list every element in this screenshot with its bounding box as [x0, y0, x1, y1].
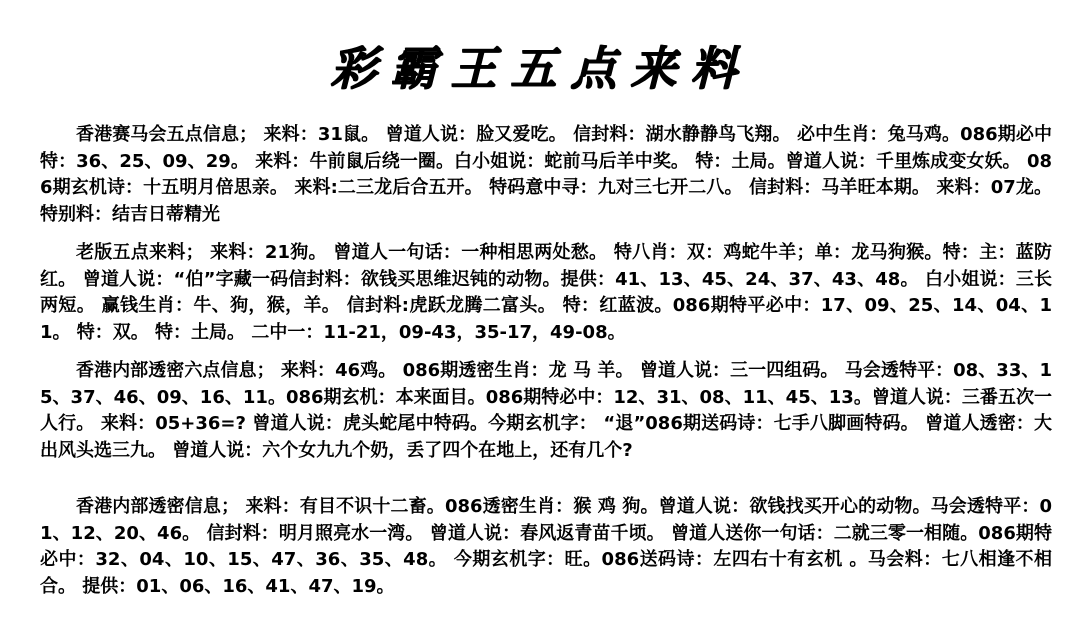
paragraph-hk-internal-six-point-info: 香港内部透密六点信息； 来料：46鸡。 086期透密生肖：龙 马 羊。 曾道人说：三一四组码。 马会透特平：08、33、15、37、46、09、16、11。086期玄机：本来面目。086期特必中：12、31、08、11、45、13。曾道人说：三番五次一人行。 来料：05+36=? 曾道人说：虎头蛇尾中特码。今期玄机字： “退”086期送码诗：七手八脚画特码。 曾道人透密：大出风头选三九。 曾道人说：六个女九九个奶，丢了四个在地上，还有几个? [40, 360, 1052, 461]
paragraph-hk-internal-info: 香港内部透密信息； 来料：有目不识十二畜。086透密生肖：猴 鸡 狗。曾道人说：欲钱找买开心的动物。马会透特平：01、12、20、46。 信封料：明月照亮水一湾。 曾道人说：春风返青苗千顷。 曾道人送你一句话：二就三零一相随。086期特必中：32、04、10、15、47、36、35、48。 今期玄机字：旺。086送码诗：左四右十有玄机 。马会料：七八相逢不相合。 提供：01、06、16、41、47、19。 [40, 496, 1052, 597]
document-title: 彩霸王五点来料 [330, 41, 750, 95]
paragraph-hk-jockey-five-point-info: 香港赛马会五点信息； 来料：31鼠。 曾道人说：脸又爱吃。 信封料：湖水静静鸟飞翔。 必中生肖：兔马鸡。086期必中特：36、25、09、29。 来料：牛前鼠后绕一圈。白小姐说：蛇前马后羊中奖。 特：土局。曾道人说：千里炼成变女妖。 086期玄机诗：十五明月倍思亲。 来料:二三龙后合五开。 特码意中寻：九对三七开二八。 信封料：马羊旺本期。 来料：07龙。 特别料：结吉日蒂精光 [40, 124, 1052, 225]
paragraph-old-version-five-point: 老版五点来料； 来料：21狗。 曾道人一句话：一种相思两处愁。 特八肖：双：鸡蛇牛羊；单：龙马狗猴。特：主：蓝防红。 曾道人说：“伯”字藏一码信封料：欲钱买思维迟钝的动物。提供：41、13、45、24、37、43、48。 白小姐说：三长两短。 赢钱生肖：牛、狗，猴，羊。 信封料:虎跃龙腾二富头。 特：红蓝波。086期特平必中：17、09、25、14、04、11。 特：双。 特：土局。 二中一：11-21，09-43，35-17，49-08。 [40, 242, 1052, 343]
